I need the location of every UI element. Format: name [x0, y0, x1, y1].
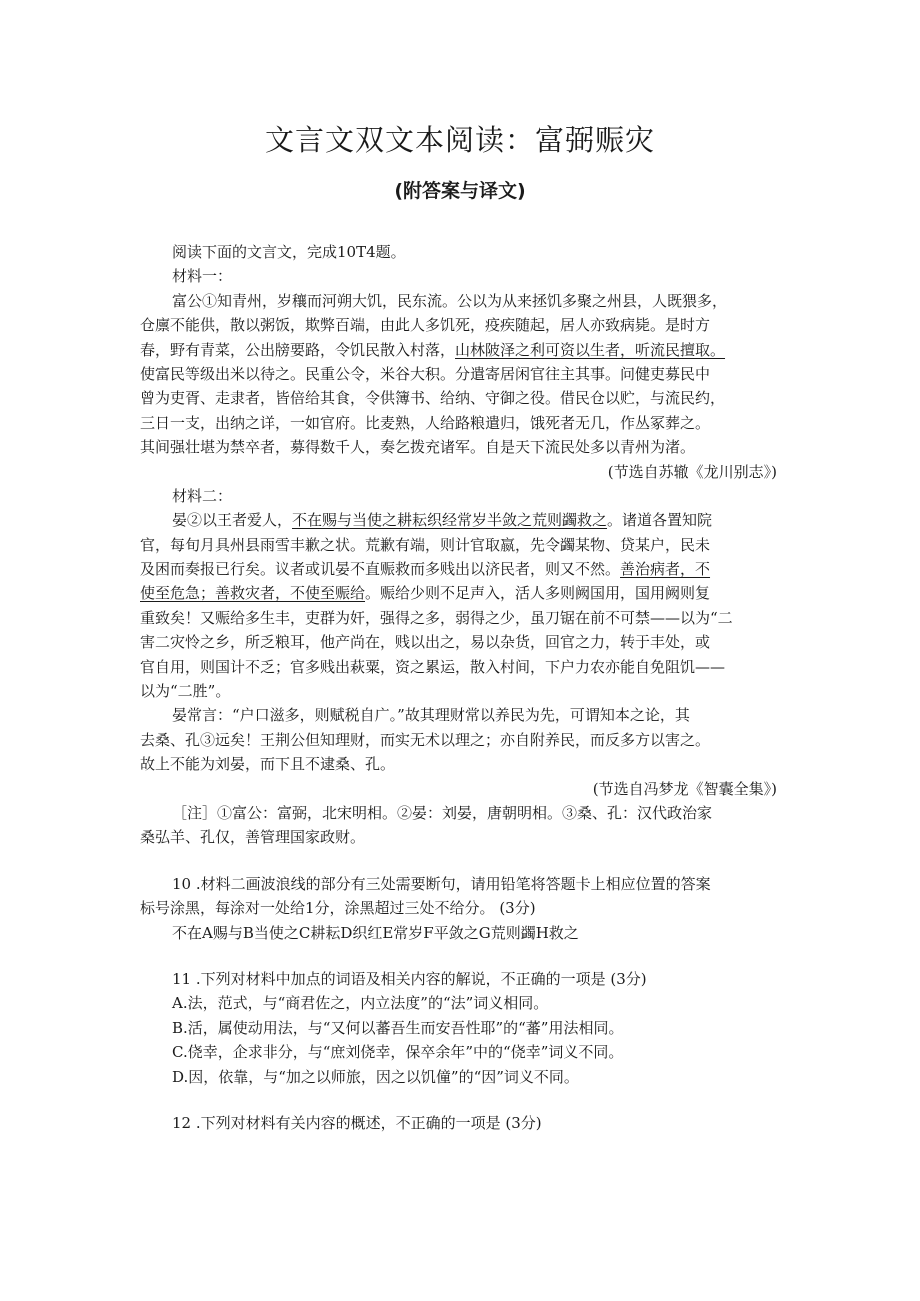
material2-line: 故上不能为刘晏，而下且不逮桑、孔。	[140, 755, 396, 774]
material1-line-text: 春，野有青菜，公出牓要路，令饥民散入村落，	[140, 340, 456, 359]
material2-text: 。赈给少则不足声入，活人多则阙国用，国用阙则复	[365, 584, 711, 603]
material2-line: 晏常言：“户口滋多，则赋税自广。”故其理财常以养民为先，可谓知本之论，其	[172, 706, 690, 725]
material2-line: 去桑、孔③远矣！王荆公但知理财，而实无术以理之；亦自附养民，而反多方以害之。	[140, 730, 711, 749]
material1-line: 富公①知青州，岁穰而河朔大饥，民东流。公以为从来拯饥多聚之州县，人既猥多，	[172, 291, 728, 310]
material1-line: 使富民等级出米以待之。民重公令，米谷大积。分遣寄居闲官往主其事。问健吏募民中	[140, 364, 711, 383]
question-12-stem: 12 .下列对材料有关内容的概述，不正确的一项是 (3分)	[172, 1113, 542, 1132]
question-10-stem: 标号涂黑，每涂对一处给1分，涂黑超过三处不给分。 (3分)	[140, 899, 536, 918]
material2-line	[140, 557, 785, 581]
material2-label: 材料二：	[172, 486, 233, 505]
material2-line: 重致矣！又赈给多生丰，吏群为奸，强得之多，弱得之少，虽刀锯在前不可禁——以为“二	[140, 608, 733, 627]
material1-line: 其间强壮堪为禁卒者，募得数千人，奏乞拨充诸军。自是天下流民处多以青州为渚。	[140, 438, 696, 457]
material2-source: (节选自冯梦龙《智囊全集》)	[592, 779, 777, 798]
material1-label: 材料一：	[172, 267, 233, 286]
material1-line: 曾为吏胥、走隶者，皆倍给其食，令供簿书、给纳、守御之役。借民仓以贮，与流民约，	[140, 389, 726, 408]
material2-line: 害二灾怜之乡，所乏粮耳，他产尚在，贱以出之，易以杂货，回官之力，转于丰处，或	[140, 633, 711, 652]
underlined-phrase: 山林陂泽之利可资以生者，听流民擅取。	[455, 340, 726, 359]
question-10-options: 不在A赐与B当使之C耕耘D织红E常岁F平敛之G荒则蠲H救之	[172, 923, 579, 942]
material1-line: 三日一支，出纳之详，一如官府。比麦熟，人给路粮遣归，饿死者无几，作丛冢葬之。	[140, 413, 711, 432]
question-11-option-d: D.因，依靠，与“加之以师旅，因之以饥僮”的“因”词义不同。	[172, 1067, 579, 1086]
note-line: ［注］①富公：富弼，北宋明相。②晏：刘晏，唐朝明相。③桑、孔：汉代政治家	[172, 803, 713, 822]
material2-line: 官自用，则国计不乏；官多贱出萩粟，资之累运，散入村间，下户力农亦能自免阻饥——	[140, 657, 726, 676]
question-10-stem: 10 .材料二画波浪线的部分有三处需要断句，请用铅笔将答题卡上相应位置的答案	[172, 874, 711, 893]
page-title: 文言文双文本阅读：富弼赈灾	[264, 123, 655, 157]
document-body	[140, 240, 785, 1135]
underlined-phrase: 善治病者，不	[620, 560, 711, 579]
material2-line: 以为“二胜”。	[140, 682, 231, 701]
material1-line: 仓廪不能供，散以粥饭，欺弊百端，由此人多饥死，疫疾随起，居人亦致病毙。是时方	[140, 316, 711, 335]
question-11-option-b: B.活，属使动用法，与“又何以蕃吾生而安吾性耶”的“蕃”用法相同。	[172, 1018, 624, 1037]
page-subtitle: (附答案与译文)	[394, 180, 526, 202]
question-11-option-a: A.法，范式，与“商君佐之，内立法度”的“法”词义相同。	[172, 994, 549, 1013]
material2-line	[140, 581, 785, 605]
material1-line	[140, 338, 785, 362]
question-11-option-c: C.侥幸，企求非分，与“庶刘侥幸，保卒余年”中的“侥幸”词义不同。	[172, 1043, 624, 1062]
material2-line	[140, 508, 785, 532]
instruction-text: 阅读下面的文言文，完成10T4题。	[172, 243, 406, 261]
question-11-stem: 11 .下列对材料中加点的词语及相关内容的解说，不正确的一项是 (3分)	[172, 969, 647, 988]
note-line: 桑弘羊、孔仅，善管理国家政财。	[140, 828, 366, 847]
wavy-underlined-phrase: 不在赐与当使之耕耘织经常岁半敛之荒则蠲救之	[292, 511, 608, 530]
underlined-phrase: 使至危急；善救灾者，不使至赈给	[140, 584, 366, 603]
material2-text: 。诸道各置知院	[607, 511, 713, 530]
material2-text: 及困而奏报已行矣。议者或讥晏不直赈救而多贱出以济民者，则又不然。	[140, 560, 621, 579]
material1-source: (节选自苏辙《龙川别志》)	[607, 462, 777, 481]
material2-line: 官，每旬月具州县雨雪丰歉之状。荒歉有端，则计官取嬴，先令蠲某物、贷某户，民未	[140, 535, 711, 554]
material2-text: 晏②以王者爱人，	[172, 511, 293, 530]
